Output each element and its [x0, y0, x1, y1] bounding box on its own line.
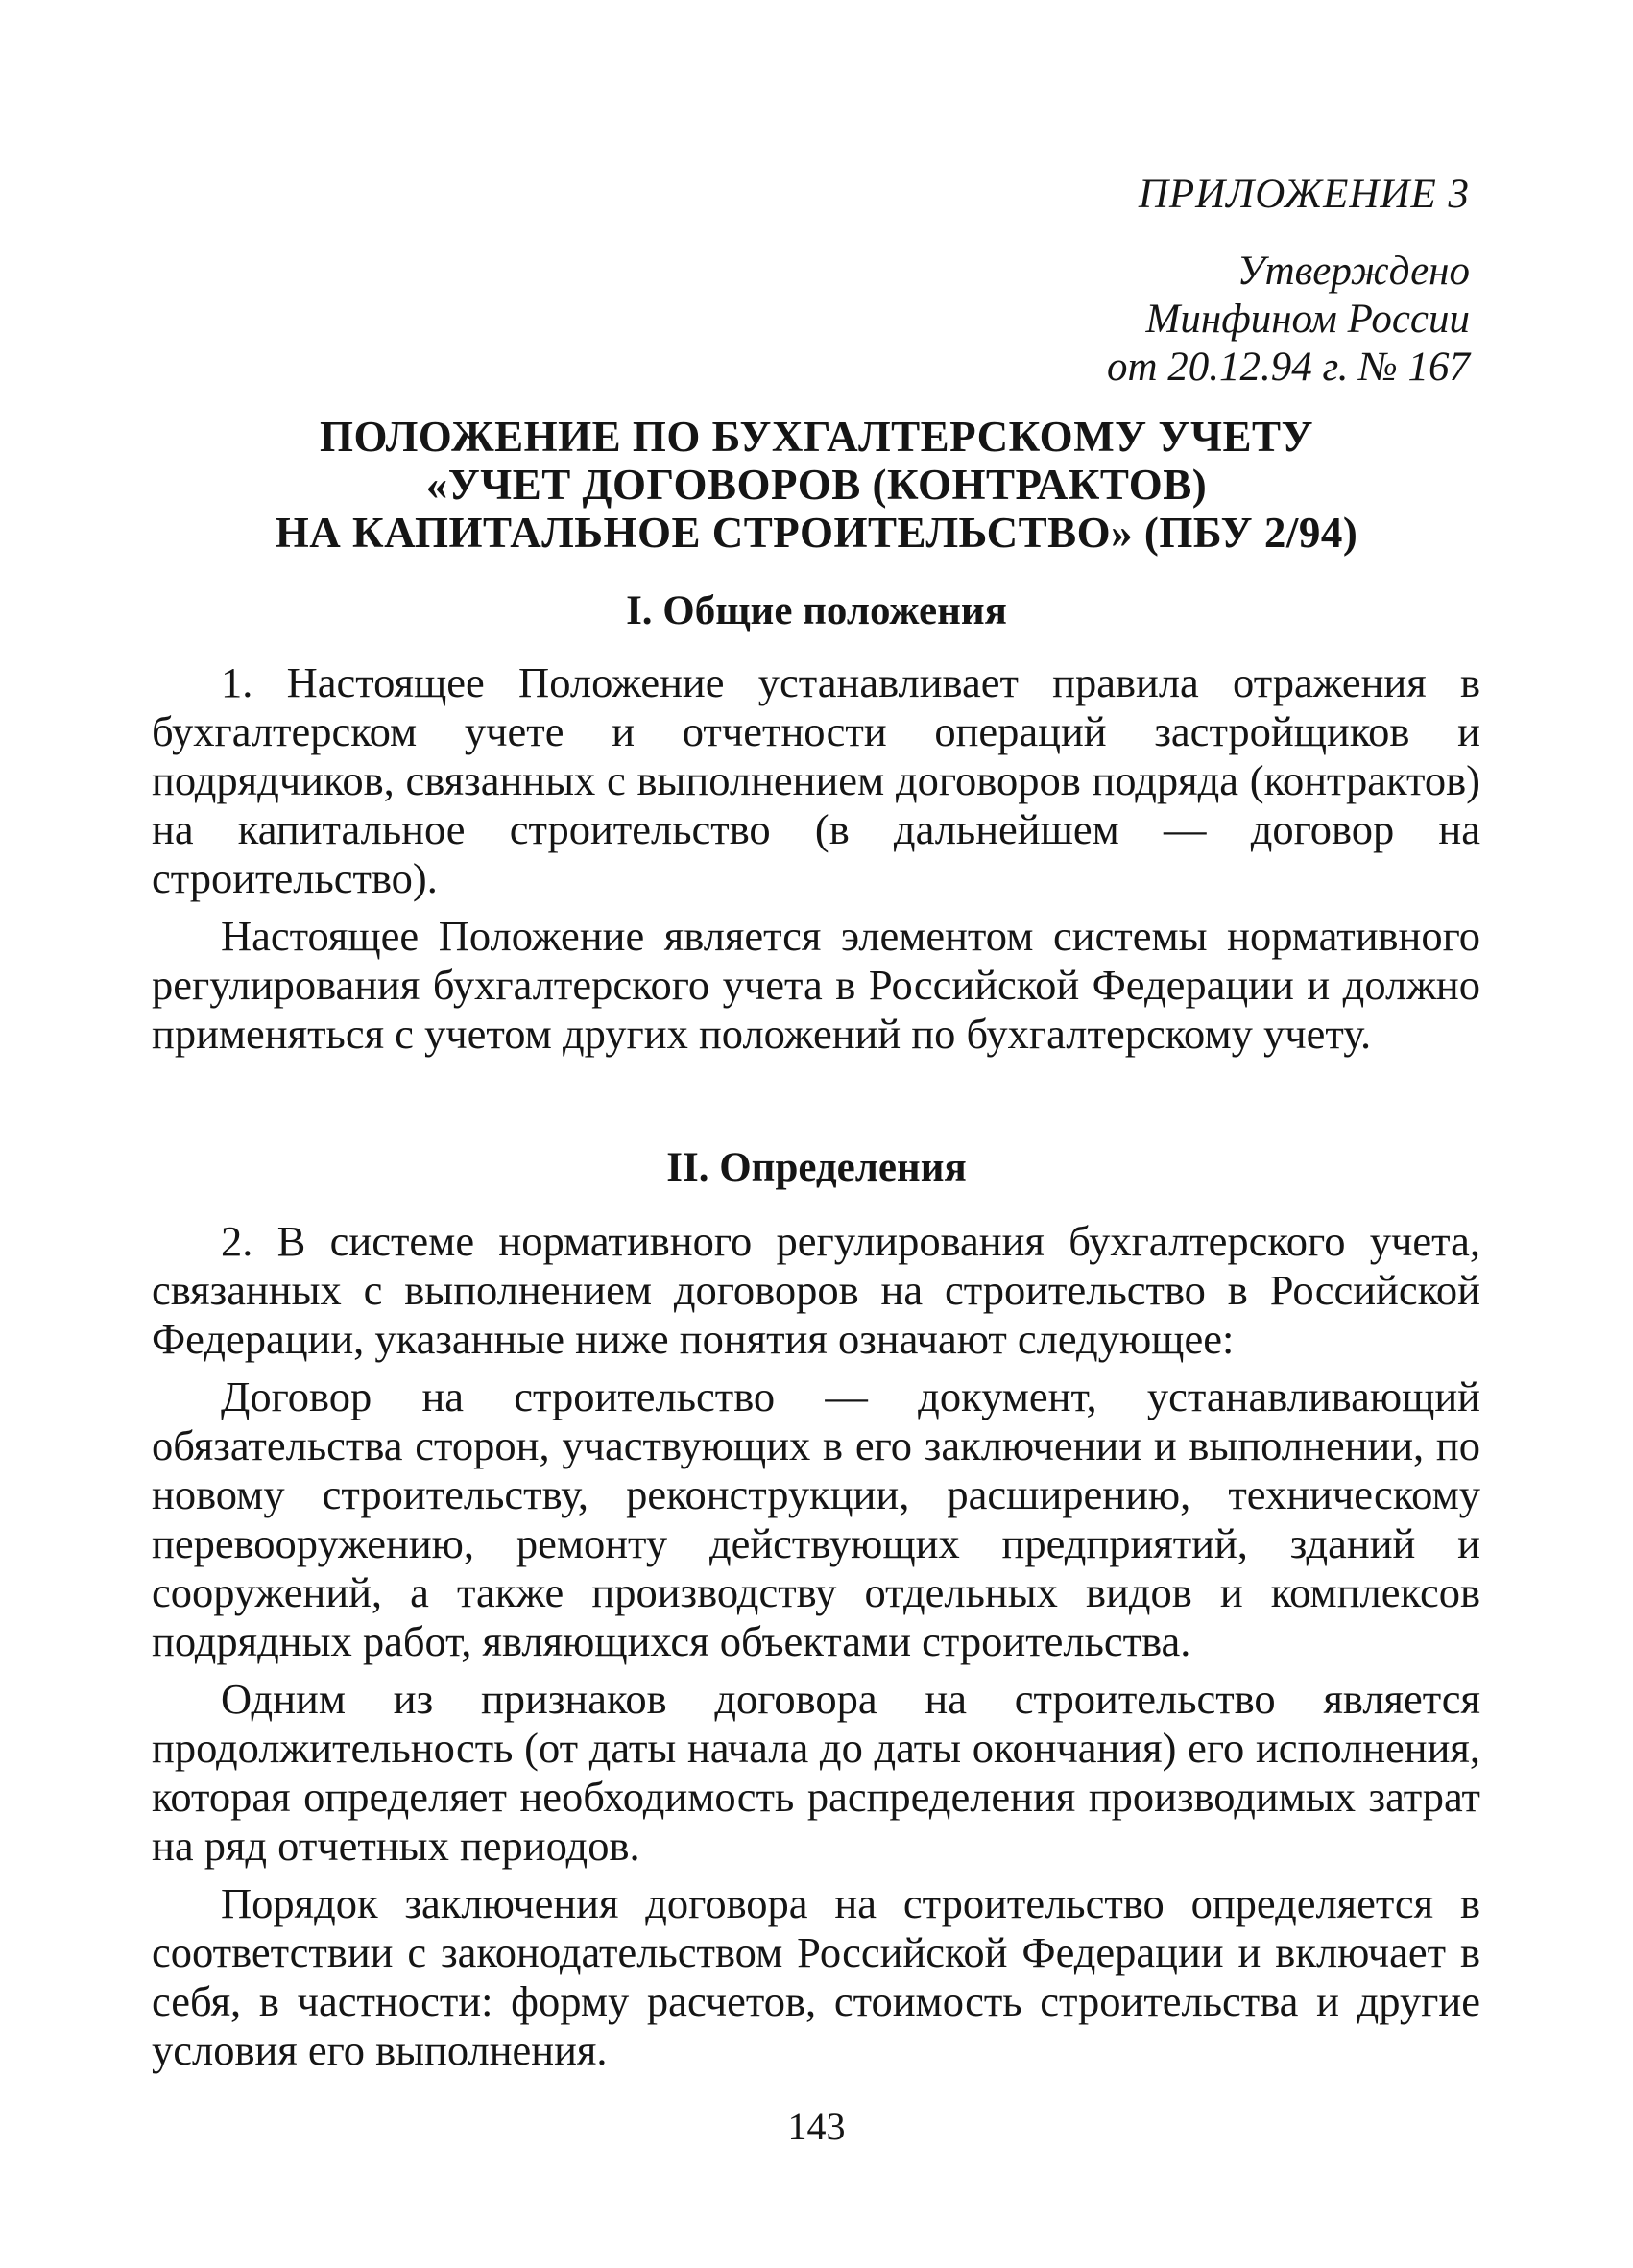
- paragraph: 1. Настоящее Положение устанавливает правила отражения в бухгалтерском учете и отчетности операций застройщиков и подрядчиков, связанных с выполнением договоров подряда (контрактов) на капитальное строительство (в дальнейшем — договор на строительство).: [152, 658, 1480, 902]
- section-heading-general: I. Общие положения: [626, 588, 1007, 633]
- section-heading-definitions: II. Определения: [666, 1145, 967, 1190]
- approval-line: от 20.12.94 г. № 167: [1106, 345, 1470, 390]
- paragraph: Порядок заключения договора на строительство определяется в соответствии с законодательством Российской Федерации и включает в себя, в частности: форму расчетов, стоимость строительства и другие условия его выполнения.: [152, 1879, 1480, 2074]
- section-body-general: [152, 658, 1480, 1059]
- document-title: [0, 413, 1633, 557]
- paragraph: Одним из признаков договора на строительство является продолжительность (от даты начала до даты окончания) его исполнения, которая определяет необходимость распределения производимых затрат на ряд отчетных периодов.: [152, 1675, 1480, 1870]
- approval-stamp: [1107, 248, 1470, 392]
- paragraph: 2. В системе нормативного регулирования бухгалтерского учета, связанных с выполнением договоров на строительство в Российской Федерации, указанные ниже понятия означают следующее:: [152, 1217, 1480, 1363]
- approval-line: Минфином России: [1145, 297, 1470, 342]
- approval-line: Утверждено: [1237, 249, 1470, 294]
- page-number: 143: [787, 2105, 846, 2148]
- appendix-label: ПРИЛОЖЕНИЕ 3: [1138, 172, 1470, 217]
- title-line: НА КАПИТАЛЬНОЕ СТРОИТЕЛЬСТВО» (ПБУ 2/94): [275, 509, 1358, 557]
- title-line: ПОЛОЖЕНИЕ ПО БУХГАЛТЕРСКОМУ УЧЕТУ: [319, 413, 1314, 461]
- paragraph: Договор на строительство — документ, устанавливающий обязательства сторон, участвующих в его заключении и выполнении, по новому строительству, реконструкции, расширению, техническому перевооружению, ремонту действующих предприятий, зданий и сооружений, а также производству отдельных видов и комплексов подрядных работ, являющихся объектами строительства.: [152, 1373, 1480, 1665]
- section-body-definitions: [152, 1217, 1480, 2075]
- title-line: «УЧЕТ ДОГОВОРОВ (КОНТРАКТОВ): [425, 461, 1208, 509]
- paragraph: Настоящее Положение является элементом системы нормативного регулирования бухгалтерского учета в Российской Федерации и должно применяться с учетом других положений по бухгалтерскому учету.: [152, 912, 1480, 1058]
